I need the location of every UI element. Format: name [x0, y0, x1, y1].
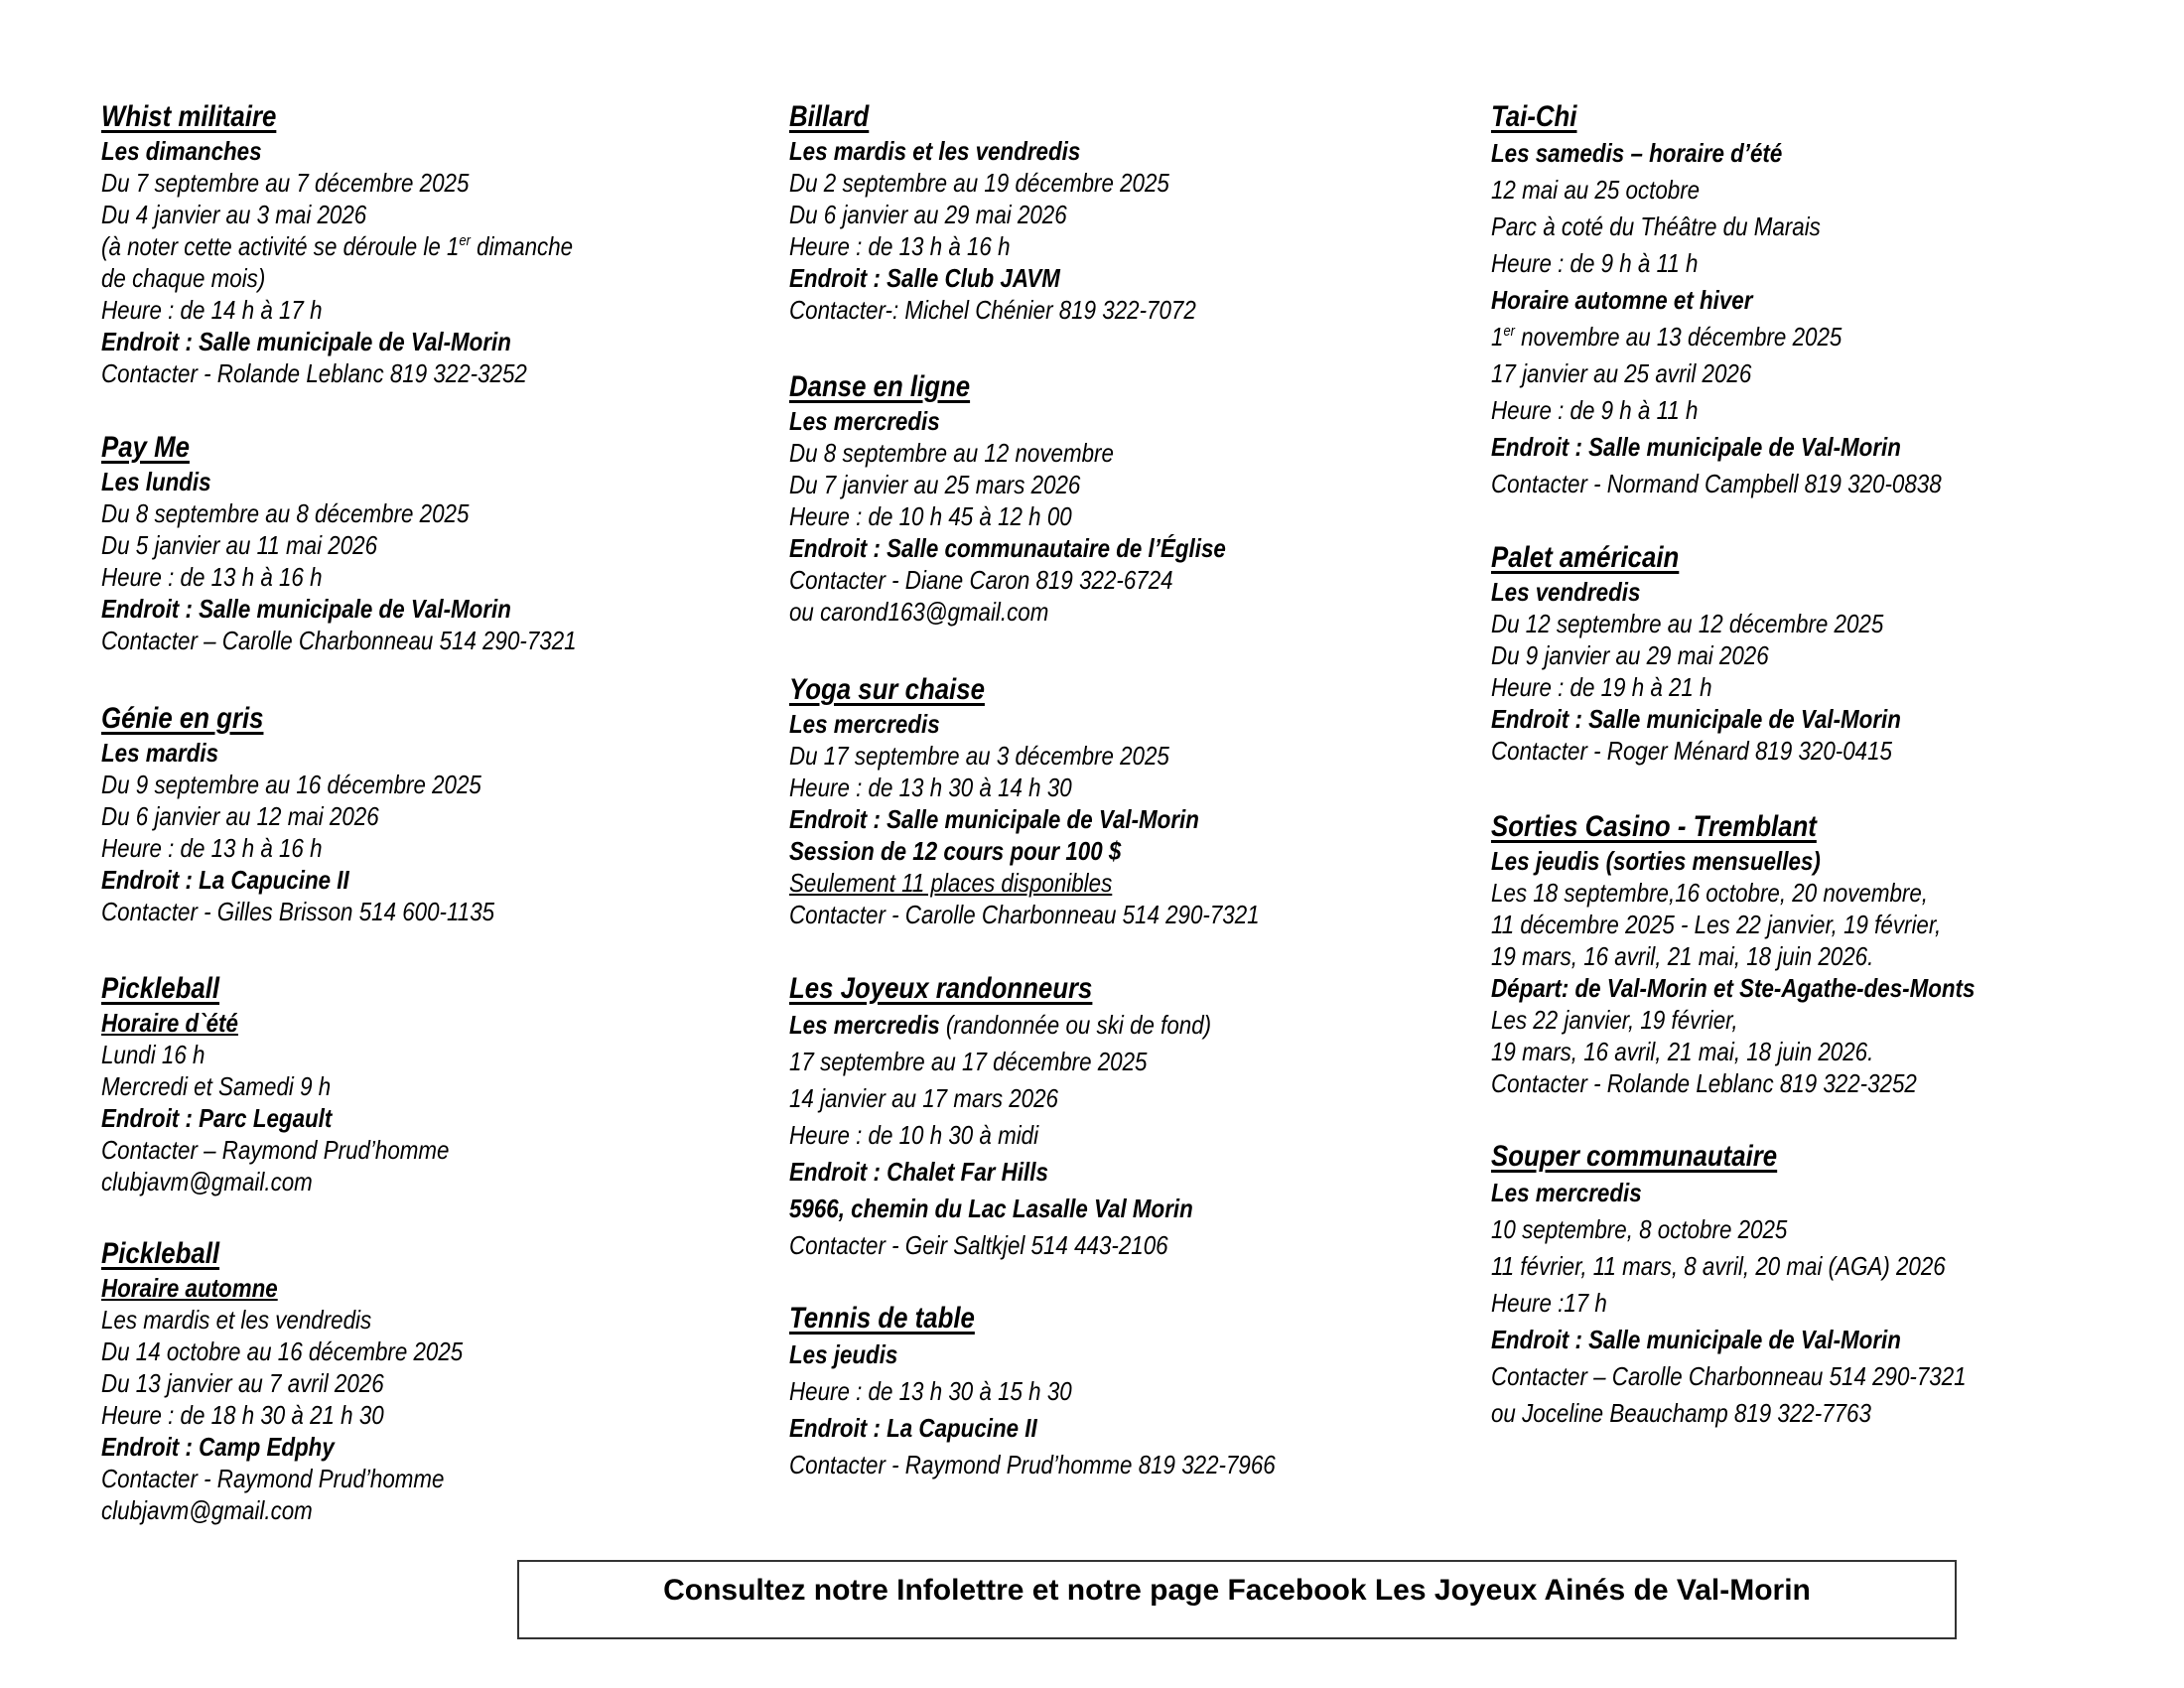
activity-detail-text: Les mardis [101, 738, 219, 768]
activity-detail-line [1491, 576, 1640, 608]
activity-section [101, 99, 649, 389]
activity-detail-line [789, 899, 1260, 930]
activity-detail-text: Heure : de 10 h 30 à midi [789, 1120, 1039, 1150]
activity-detail-text: Du 13 janvier au 7 avril 2026 [101, 1368, 384, 1398]
activity-detail-line [789, 230, 1011, 262]
activity-detail-line [789, 500, 1072, 532]
activity-detail-line [1491, 972, 1975, 1004]
activity-detail-line [789, 437, 1114, 469]
activity-detail-text: clubjavm@gmail.com [101, 1495, 313, 1525]
activity-detail-text: Les mercredis [789, 709, 940, 739]
activity-title: Yoga sur chaise [789, 673, 985, 706]
activity-detail-line [789, 199, 1067, 230]
activity-detail-text: Contacter - Raymond Prud’homme 819 322-7966 [789, 1450, 1276, 1479]
activity-detail-text: Contacter - Rolande Leblanc 819 322-3252 [101, 358, 527, 388]
activity-detail-text: 5966, chemin du Lac Lasalle Val Morin [789, 1194, 1193, 1223]
activity-section [789, 99, 1262, 326]
activity-detail-text: Heure : de 13 h 30 à 14 h 30 [789, 773, 1072, 802]
activity-detail-text: 19 mars, 16 avril, 21 mai, 18 juin 2026. [1491, 1037, 1874, 1066]
activity-detail-line [789, 167, 1169, 199]
activity-detail-line [1491, 608, 1883, 639]
activity-detail-line [1491, 1175, 1642, 1211]
activity-detail-line [101, 1367, 384, 1399]
activity-detail-text: Contacter - Rolande Leblanc 819 322-3252 [1491, 1068, 1917, 1098]
activity-detail-line [789, 469, 1080, 500]
footer-notice-text: Consultez notre Infolettre et notre page Facebook Les Joyeux Ainés de Val-Morin [663, 1574, 1811, 1607]
activity-detail-text: Endroit : Salle municipale de Val-Morin [1491, 432, 1901, 462]
activity-title: Whist militaire [101, 100, 277, 133]
activity-detail-text: Du 7 janvier au 25 mars 2026 [789, 470, 1081, 499]
activity-detail-text: (à noter cette activité se déroule le 1 [101, 231, 460, 261]
activity-detail-text: Les 18 septembre,16 octobre, 20 novembre, [1491, 878, 1929, 908]
activity-detail-text: Heure :17 h [1491, 1288, 1607, 1318]
activity-detail-line [1491, 1285, 1607, 1322]
activity-detail-line [101, 1102, 332, 1134]
activity-detail-text: Contacter – Carolle Charbonneau 514 290-7321 [1491, 1361, 1967, 1391]
activity-detail-line [1491, 639, 1769, 671]
activity-detail-line [789, 1044, 1148, 1080]
activity-detail-line [1491, 172, 1700, 209]
activity-detail-line [789, 1336, 897, 1373]
activity-detail-text: Les samedis – horaire d’été [1491, 138, 1783, 168]
activity-detail-text: Endroit : Salle municipale de Val-Morin [101, 327, 511, 356]
activity-detail-text: Du 17 septembre au 3 décembre 2025 [789, 741, 1169, 771]
activity-detail-text: Du 7 septembre au 7 décembre 2025 [101, 168, 470, 198]
activity-detail-line [101, 294, 323, 326]
activity-detail-line [1491, 940, 1873, 972]
activity-detail-line [1491, 671, 1712, 703]
activity-detail-line [1491, 1004, 1738, 1036]
activity-title: Billard [789, 100, 870, 133]
activity-detail-line [101, 896, 494, 927]
activity-detail-text: Parc à coté du Théâtre du Marais [1491, 211, 1821, 241]
activity-detail-text: Heure : de 14 h à 17 h [101, 295, 323, 325]
activity-detail-line [101, 1304, 371, 1336]
activity-detail-line [101, 167, 469, 199]
activity-detail-line [1491, 282, 1752, 319]
activity-detail-line [1491, 845, 1821, 877]
superscript-ordinal: er [1503, 323, 1515, 340]
activity-detail-text: Du 6 janvier au 29 mai 2026 [789, 200, 1067, 229]
activity-detail-line [101, 497, 469, 529]
activity-detail-line [789, 740, 1169, 772]
activity-section [1491, 809, 2054, 1099]
activity-detail-line [789, 1080, 1058, 1117]
activity-detail-line [101, 262, 265, 294]
activity-detail-text: Les mercredis [1491, 1178, 1642, 1207]
activity-detail-line [789, 1373, 1072, 1410]
activity-detail-text: Les mercredis [789, 1010, 940, 1040]
activity-detail-line [789, 803, 1199, 835]
activity-section [1491, 1139, 2044, 1432]
activity-detail-line [1491, 429, 1901, 466]
activity-detail-text: Endroit : Salle communautaire de l’Église [789, 533, 1226, 563]
activity-detail-line [101, 1134, 449, 1166]
activity-detail-text: Endroit : La Capucine II [789, 1413, 1037, 1443]
activity-detail-text: Horaire d`été [101, 1008, 238, 1038]
activity-detail-text: 17 septembre au 17 décembre 2025 [789, 1047, 1148, 1076]
activity-detail-text: Endroit : Salle municipale de Val-Morin [101, 594, 511, 624]
activity-detail-line [101, 864, 349, 896]
activity-detail-line [1491, 1322, 1901, 1358]
activity-detail-text: Endroit : Salle municipale de Val-Morin [1491, 704, 1901, 734]
activity-detail-text: 10 septembre, 8 octobre 2025 [1491, 1214, 1788, 1244]
activity-detail-text: Les 22 janvier, 19 février, [1491, 1005, 1738, 1035]
activity-detail-text: 19 mars, 16 avril, 21 mai, 18 juin 2026. [1491, 941, 1874, 971]
activity-section [789, 1301, 1354, 1483]
activity-detail-text: Contacter-: Michel Chénier 819 322-7072 [789, 295, 1196, 325]
activity-detail-text: Du 8 septembre au 12 novembre [789, 438, 1114, 468]
activity-detail-line [789, 1410, 1037, 1447]
activity-detail-line [101, 1039, 205, 1070]
activity-detail-text: Contacter - Normand Campbell 819 320-0838 [1491, 469, 1942, 498]
activity-detail-text: Du 5 janvier au 11 mai 2026 [101, 530, 378, 560]
activity-detail-text: Heure : de 19 h à 21 h [1491, 672, 1712, 702]
activity-detail-text: ou carond163@gmail.com [789, 597, 1049, 627]
activity-detail-line [1491, 909, 1941, 940]
activity-detail-text: Session de 12 cours pour 100 $ [789, 836, 1122, 866]
activity-detail-text: Du 6 janvier au 12 mai 2026 [101, 801, 379, 831]
activity-detail-line [789, 405, 940, 437]
activity-detail-text: Du 4 janvier au 3 mai 2026 [101, 200, 367, 229]
activity-detail-text: Du 14 octobre au 16 décembre 2025 [101, 1336, 464, 1366]
activity-title: Tennis de table [789, 1302, 975, 1335]
activity-detail-line [789, 708, 940, 740]
activity-detail-line [101, 1463, 444, 1494]
activity-detail-line [101, 199, 366, 230]
activity-detail-line [1491, 355, 1751, 392]
activity-title: Sorties Casino - Tremblant [1491, 810, 1817, 843]
activity-detail-text: Contacter - Roger Ménard 819 320-0415 [1491, 736, 1892, 766]
activity-detail-text: Endroit : Salle municipale de Val-Morin [789, 804, 1199, 834]
activity-title: Génie en gris [101, 702, 264, 735]
activity-detail-text: ou Joceline Beauchamp 819 322-7763 [1491, 1398, 1871, 1428]
activity-detail-text: Du 2 septembre au 19 décembre 2025 [789, 168, 1169, 198]
activity-detail-line [789, 1007, 1211, 1044]
activity-detail-text: Les mardis et les vendredis [101, 1305, 372, 1335]
activity-detail-line [1491, 392, 1698, 429]
activity-detail-text: Heure : de 13 h à 16 h [789, 231, 1011, 261]
activity-title: Tai-Chi [1491, 100, 1577, 133]
activity-detail-text: 12 mai au 25 octobre [1491, 175, 1701, 205]
activity-title: Pickleball [101, 972, 220, 1005]
activity-detail-line [101, 561, 323, 593]
activity-detail-line [1491, 466, 1942, 502]
activity-detail-text: Heure : de 13 h à 16 h [101, 833, 323, 863]
activity-detail-line [1491, 1358, 1967, 1395]
superscript-ordinal: er [459, 232, 471, 249]
activity-title: Pay Me [101, 431, 190, 464]
activity-detail-text: Les jeudis [789, 1339, 898, 1369]
activity-detail-text: Du 9 janvier au 29 mai 2026 [1491, 640, 1769, 670]
activity-detail-text: Les jeudis (sorties mensuelles) [1491, 846, 1821, 876]
activity-title: Danse en ligne [789, 370, 971, 403]
activity-detail-text: 1 [1491, 322, 1504, 352]
activity-detail-text: de chaque mois) [101, 263, 266, 293]
activity-detail-line [101, 832, 323, 864]
activity-detail-line [1491, 735, 1892, 767]
activity-detail-text: Les lundis [101, 467, 211, 496]
activity-detail-text: Horaire automne [101, 1273, 278, 1303]
activity-detail-line [789, 1447, 1276, 1483]
activity-detail-text: Endroit : Parc Legault [101, 1103, 333, 1133]
activity-detail-line [101, 737, 218, 769]
activity-detail-text: Les dimanches [101, 136, 262, 166]
activity-detail-text: 11 février, 11 mars, 8 avril, 20 mai (AGA) 2026 [1491, 1251, 1946, 1281]
activity-section [101, 1236, 522, 1526]
activity-detail-line [789, 835, 1121, 867]
activity-detail-line [101, 1494, 313, 1526]
activity-detail-text: 11 décembre 2025 - Les 22 janvier, 19 février, [1491, 910, 1942, 939]
activity-detail-text: Contacter - Geir Saltkjel 514 443-2106 [789, 1230, 1168, 1260]
activity-detail-text: Les vendredis [1491, 577, 1641, 607]
activity-detail-line [101, 357, 527, 389]
activity-detail-line [789, 1154, 1048, 1191]
activity-detail-text: Seulement 11 places disponibles [789, 868, 1113, 898]
activity-detail-line [1491, 1036, 1873, 1067]
activity-section [101, 430, 654, 656]
activity-detail-line [1491, 319, 1842, 355]
activity-detail-text: Les mercredis [789, 406, 940, 436]
activity-detail-line [101, 593, 511, 625]
activity-detail-text: Endroit : La Capucine II [101, 865, 349, 895]
activity-detail-line [789, 294, 1196, 326]
activity-section [1491, 99, 2015, 502]
activity-detail-line [789, 532, 1226, 564]
activity-section [789, 971, 1280, 1264]
activity-detail-text: Contacter - Carolle Charbonneau 514 290-7321 [789, 900, 1260, 929]
activity-detail-line [789, 772, 1072, 803]
activity-detail-text: Contacter – Raymond Prud’homme [101, 1135, 450, 1165]
activity-detail-line [789, 1191, 1193, 1227]
activity-detail-text: Du 8 septembre au 8 décembre 2025 [101, 498, 470, 528]
activity-detail-suffix: novembre au 13 décembre 2025 [1514, 322, 1843, 352]
activity-detail-text: Horaire automne et hiver [1491, 285, 1753, 315]
activity-detail-text: Heure : de 13 h à 16 h [101, 562, 323, 592]
activity-detail-line [789, 867, 1112, 899]
activity-detail-line [101, 326, 511, 357]
activity-detail-text: clubjavm@gmail.com [101, 1167, 313, 1196]
activity-section [101, 701, 559, 927]
activity-detail-text: Heure : de 18 h 30 à 21 h 30 [101, 1400, 384, 1430]
activity-title: Les Joyeux randonneurs [789, 972, 1093, 1005]
activity-detail-text: Heure : de 13 h 30 à 15 h 30 [789, 1376, 1072, 1406]
activity-detail-line [1491, 1395, 1871, 1432]
activity-detail-line [789, 262, 1060, 294]
activity-detail-text: Lundi 16 h [101, 1040, 205, 1069]
activity-detail-line [101, 769, 481, 800]
activity-detail-line [101, 1431, 335, 1463]
activity-detail-text: Heure : de 10 h 45 à 12 h 00 [789, 501, 1072, 531]
activity-detail-line [101, 1336, 463, 1367]
activity-detail-line [101, 1166, 313, 1197]
activity-detail-text: 14 janvier au 17 mars 2026 [789, 1083, 1058, 1113]
activity-detail-text: Les mardis et les vendredis [789, 136, 1081, 166]
activity-detail-text: Endroit : Salle municipale de Val-Morin [1491, 1325, 1901, 1354]
activity-detail-text: Mercredi et Samedi 9 h [101, 1071, 332, 1101]
activity-detail-text: Contacter - Diane Caron 819 322-6724 [789, 565, 1173, 595]
activity-detail-line [101, 135, 262, 167]
activity-detail-text: Heure : de 9 h à 11 h [1491, 248, 1699, 278]
activity-title: Palet américain [1491, 541, 1680, 574]
activity-detail-text: Contacter – Carolle Charbonneau 514 290-7321 [101, 626, 577, 655]
activity-detail-line [1491, 877, 1928, 909]
activity-detail-text: Contacter - Gilles Brisson 514 600-1135 [101, 897, 495, 926]
activity-detail-text: Contacter - Raymond Prud’homme [101, 1464, 445, 1493]
activity-detail-line [101, 1070, 331, 1102]
activity-detail-line [789, 1227, 1168, 1264]
footer-notice-box [517, 1560, 1957, 1639]
activity-detail-text: Endroit : Salle Club JAVM [789, 263, 1060, 293]
activity-detail-text: Endroit : Chalet Far Hills [789, 1157, 1048, 1187]
activity-detail-text: Du 12 septembre au 12 décembre 2025 [1491, 609, 1884, 638]
activity-title: Pickleball [101, 1237, 220, 1270]
activity-title: Souper communautaire [1491, 1140, 1778, 1173]
activity-detail-line [101, 230, 573, 262]
activity-detail-line [1491, 1211, 1787, 1248]
activity-detail-line [101, 625, 577, 656]
activity-detail-line [1491, 1248, 1946, 1285]
activity-section [789, 369, 1297, 628]
activity-detail-line [1491, 135, 1782, 172]
activity-section [101, 971, 506, 1197]
activity-detail-suffix: (randonnée ou ski de fond) [939, 1010, 1212, 1040]
activity-detail-line [101, 1272, 278, 1304]
activity-detail-text: 17 janvier au 25 avril 2026 [1491, 358, 1752, 388]
activity-section [1491, 540, 1968, 767]
activity-detail-line [1491, 209, 1821, 245]
activity-detail-line [101, 529, 377, 561]
activity-detail-text: Endroit : Camp Edphy [101, 1432, 335, 1462]
activity-detail-line [101, 1007, 238, 1039]
activity-detail-text: Heure : de 9 h à 11 h [1491, 395, 1699, 425]
activity-detail-line [101, 466, 211, 497]
activity-detail-line [1491, 245, 1698, 282]
activity-detail-text: Départ: de Val-Morin et Ste-Agathe-des-Monts [1491, 973, 1976, 1003]
activity-detail-line [789, 596, 1048, 628]
activity-detail-line [1491, 1067, 1917, 1099]
activity-detail-line [789, 564, 1173, 596]
activity-detail-line [789, 1117, 1038, 1154]
activity-detail-line [101, 800, 379, 832]
activity-detail-line [789, 135, 1080, 167]
activity-detail-line [101, 1399, 384, 1431]
activity-section [789, 672, 1336, 930]
activity-detail-text: Du 9 septembre au 16 décembre 2025 [101, 770, 481, 799]
activity-detail-suffix: dimanche [470, 231, 574, 261]
activity-detail-line [1491, 703, 1901, 735]
